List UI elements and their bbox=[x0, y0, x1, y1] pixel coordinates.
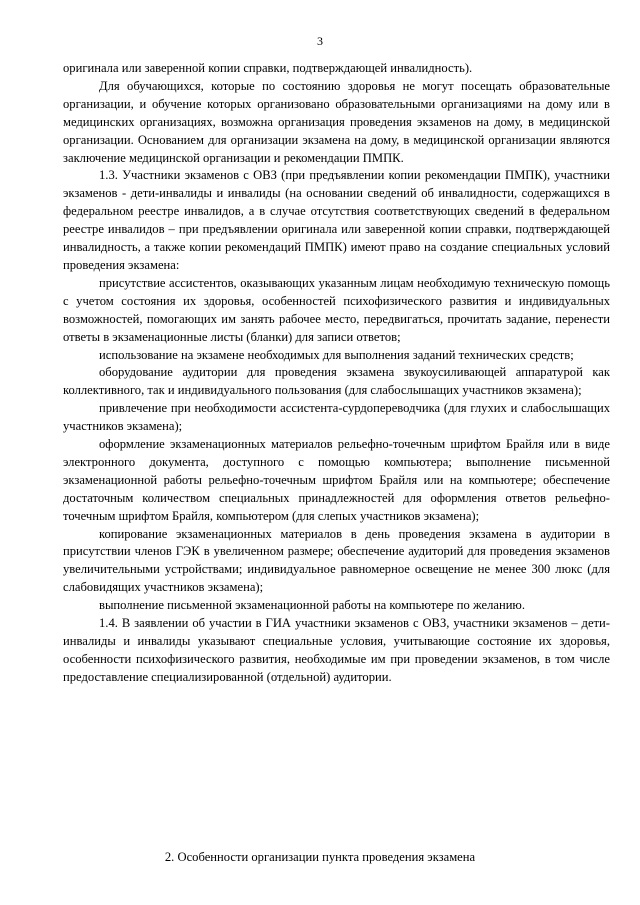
list-item-sign-interpreter: привлечение при необходимости ассистента-сурдопереводчика (для глухих и слабослышащих участников экзамена); bbox=[63, 401, 610, 434]
paragraph-continuation: оригинала или заверенной копии справки, подтверждающей инвалидность). bbox=[63, 61, 473, 75]
list-item-technical-means: использование на экзамене необходимых для выполнения заданий технических средств; bbox=[99, 347, 574, 362]
paragraph-1-4: 1.4. В заявлении об участии в ГИА участники экзаменов с ОВЗ, участники экзаменов – дети-инвалиды и инвалиды указывают специальные условия, учитывающие состояние их здоровья, особенности психофизического развития, необходимые им при проведении экзаменов, в том числе предоставление специализированной (отдельной) аудитории. bbox=[63, 616, 610, 684]
list-item-enlarged-copies: копирование экзаменационных материалов в день проведения экзамена в аудитории в присутствии членов ГЭК в увеличенном размере; обеспечение аудиторий для проведения экзаменов увеличительными устройствами; индивидуальное равномерное освещение не менее 300 люкс (для слабовидящих участников экзамена); bbox=[63, 526, 610, 595]
list-item-sound-equipment: оборудование аудитории для проведения экзамена звукоусиливающей аппаратурой как коллективного, так и индивидуального пользования (для слабослышащих участников экзамена); bbox=[63, 365, 610, 398]
list-item-braille: оформление экзаменационных материалов рельефно-точечным шрифтом Брайля или в виде электронного документа, доступного с помощью компьютера; выполнение письменной экзаменационной работы рельефно-точечным шрифтом Брайля или на компьютере; обеспечение достаточным количеством специальных принадлежностей для оформления ответов рельефно-точечным шрифтом Брайля, компьютером (для слепых участников экзамена); bbox=[63, 437, 610, 523]
document-body bbox=[63, 60, 610, 687]
list-item-assistants: присутствие ассистентов, оказывающих указанным лицам необходимую техническую помощь с учетом состояния их здоровья, особенностей психофизического развития и индивидуальных возможностей, помогающих им занять рабочее место, передвигаться, прочитать задание, перенести ответы в экзаменационные листы (бланки) для записи ответов; bbox=[63, 275, 610, 344]
list-item-computer: выполнение письменной экзаменационной работы на компьютере по желанию. bbox=[99, 598, 525, 613]
paragraph-home-exam: Для обучающихся, которые по состоянию здоровья не могут посещать образовательные организации, и обучение которых организовано образовательными организациями на дому или в медицинских организациях, возможна организация проведения экзаменов на дому, в медицинской организации. Основанием для организации экзамена на дому, в медицинской организации являются заключение медицинской организации и рекомендации ПМПК. bbox=[63, 78, 610, 165]
page-number: 3 bbox=[317, 34, 323, 48]
paragraph-1-3: 1.3. Участники экзаменов с ОВЗ (при предъявлении копии рекомендации ПМПК), участники экзаменов - дети-инвалиды и инвалиды (на основании сведений об инвалидности, содержащихся в федеральном реестре инвалидов, а в случае отсутствия соответствующих сведений в федеральном реестре инвалидов – при предъявлении оригинала или заверенной копии справки, подтверждающей инвалидность, а также копии рекомендаций ПМПК) имеют право на создание специальных условий проведения экзамена: bbox=[63, 168, 610, 272]
section-heading: 2. Особенности организации пункта проведения экзамена bbox=[164, 850, 476, 864]
